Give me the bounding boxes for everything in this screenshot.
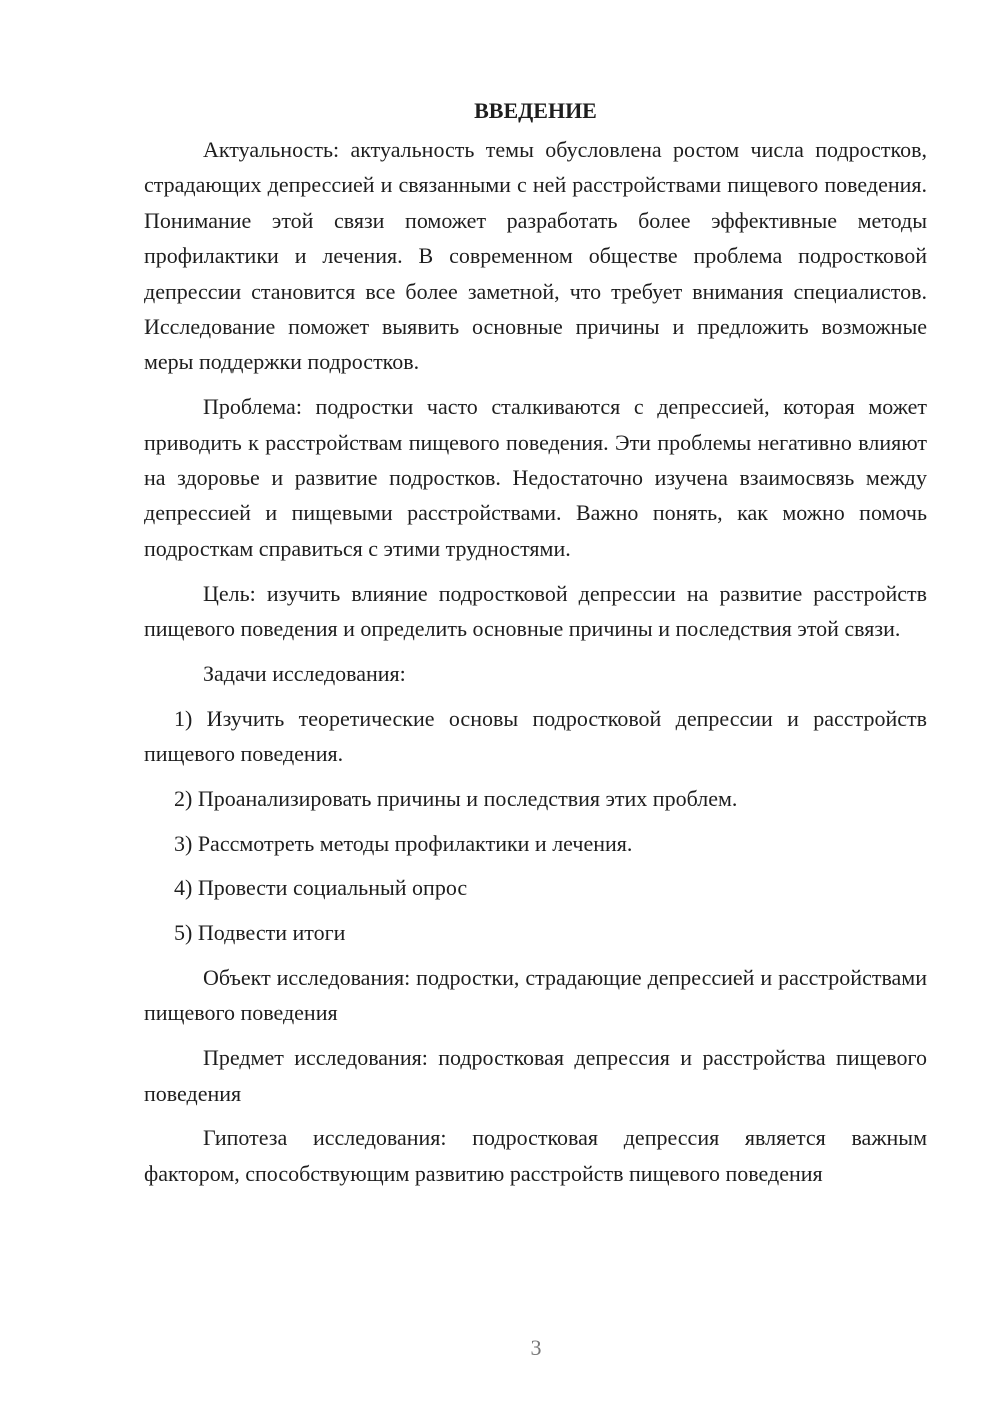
tasks-heading: Задачи исследования:	[203, 660, 406, 686]
goal-paragraph: Цель: изучить влияние подростковой депрессии на развитие расстройств пищевого поведения и определить основные причины и последствия этой связи.	[144, 580, 927, 642]
task-item: 1) Изучить теоретические основы подростковой депрессии и расстройств пищевого поведения.	[144, 705, 927, 767]
problem-paragraph: Проблема: подростки часто сталкиваются с депрессией, которая может приводить к расстройствам пищевого поведения. Эти проблемы негативно влияют на здоровье и развитие подростков. Недостаточно изучена взаимосвязь между депрессией и пищевыми расстройствами. Важно понять, как можно помочь подросткам справиться с этими трудностями.	[144, 394, 927, 561]
task-item: 5) Подвести итоги	[174, 920, 346, 946]
relevance-paragraph: Актуальность: актуальность темы обусловлена ростом числа подростков, страдающих депрессией и связанными с ней расстройствами пищевого поведения. Понимание этой связи поможет разработать более эффективные методы профилактики и лечения. В современном обществе проблема подростковой депрессии становится все более заметной, что требует внимания специалистов. Исследование поможет выявить основные причины и предложить возможные меры поддержки подростков.	[144, 137, 927, 375]
object-paragraph: Объект исследования: подростки, страдающие депрессией и расстройствами пищевого поведения	[144, 965, 927, 1026]
task-item: 2) Проанализировать причины и последствия этих проблем.	[174, 785, 738, 811]
page-number: 3	[530, 1335, 542, 1360]
task-item: 3) Рассмотреть методы профилактики и лечения.	[174, 830, 633, 856]
page-content	[144, 92, 927, 1201]
task-item: 4) Провести социальный опрос	[174, 875, 468, 901]
subject-paragraph: Предмет исследования: подростковая депрессия и расстройства пищевого поведения	[144, 1045, 927, 1106]
hypothesis-paragraph: Гипотеза исследования: подростковая депрессия является важным фактором, способствующим развитию расстройств пищевого поведения	[144, 1125, 927, 1186]
section-title: ВВЕДЕНИЕ	[474, 98, 597, 123]
